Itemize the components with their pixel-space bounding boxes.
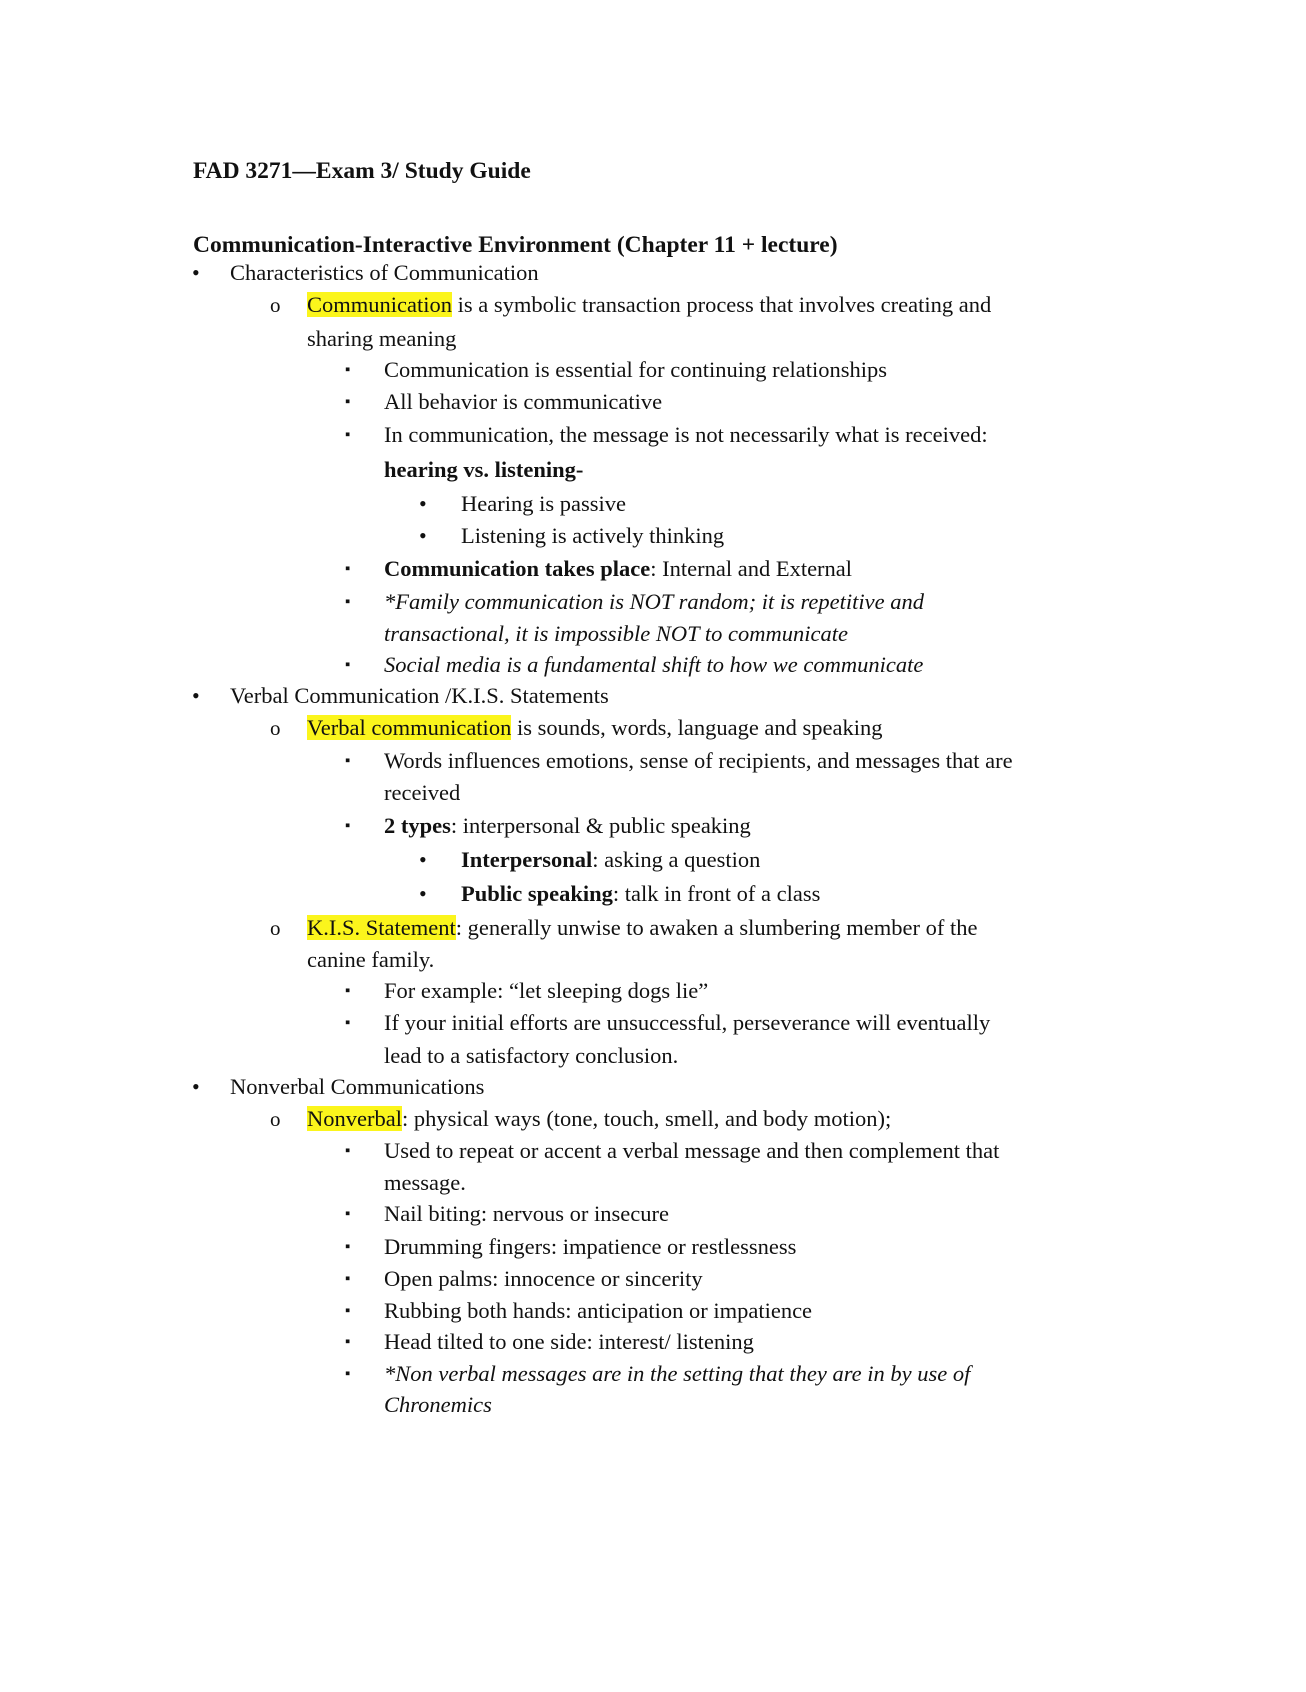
point-behavior: All behavior is communicative (384, 389, 663, 414)
point-efforts-continuation: lead to a satisfactory conclusion. (384, 1043, 679, 1068)
point-text: : Internal and External (650, 556, 853, 581)
bullet-marker: • (192, 260, 200, 285)
point-example: For example: “let sleeping dogs lie” (384, 978, 709, 1003)
topic-characteristics: Characteristics of Communication (230, 260, 539, 285)
topic-nonverbal: Nonverbal Communications (230, 1074, 485, 1099)
point-public-speaking (461, 879, 820, 909)
square-bullet-marker: ▪ (345, 594, 351, 610)
square-bullet-marker: ▪ (345, 753, 351, 769)
definition-continuation: sharing meaning (307, 326, 457, 351)
document-title: FAD 3271—Exam 3/ Study Guide (193, 158, 531, 184)
bold-text: hearing vs. listening- (384, 457, 584, 482)
bold-label: Communication takes place (384, 556, 651, 581)
square-bullet-marker: ▪ (345, 1334, 351, 1350)
bullet-marker: • (192, 1074, 200, 1099)
point-head-tilted: Head tilted to one side: interest/ listening (384, 1329, 754, 1354)
italic-text: transactional, it is impossible NOT to communicate (384, 621, 848, 646)
square-bullet-marker: ▪ (345, 561, 351, 577)
point-interpersonal (461, 845, 760, 875)
point-types (384, 811, 751, 841)
point-message: In communication, the message is not necessarily what is received: (384, 422, 988, 447)
square-bullet-marker: ▪ (345, 983, 351, 999)
round-bullet-marker: • (419, 881, 427, 906)
round-bullet-marker: • (419, 491, 427, 516)
sub-bullet-marker: o (270, 1107, 281, 1131)
highlighted-term: Verbal communication (307, 715, 512, 740)
bold-label: Interpersonal (461, 847, 593, 872)
square-bullet-marker: ▪ (345, 1143, 351, 1159)
italic-text: *Non verbal messages are in the setting that they are in by use of (384, 1361, 971, 1386)
sub-bullet-marker: o (270, 916, 281, 940)
square-bullet-marker: ▪ (345, 394, 351, 410)
square-bullet-marker: ▪ (345, 1239, 351, 1255)
point-repeat-continuation: message. (384, 1170, 466, 1195)
definition-continuation: canine family. (307, 947, 435, 972)
bold-label: Public speaking (461, 881, 613, 906)
point-repeat: Used to repeat or accent a verbal message and then complement that (384, 1138, 1000, 1163)
square-bullet-marker: ▪ (345, 1303, 351, 1319)
point-drumming: Drumming fingers: impatience or restlessness (384, 1234, 797, 1259)
point-rubbing-hands: Rubbing both hands: anticipation or impatience (384, 1298, 813, 1323)
definition-verbal (307, 713, 883, 743)
square-bullet-marker: ▪ (345, 1271, 351, 1287)
definition-text: is sounds, words, language and speaking (511, 715, 883, 740)
round-bullet-marker: • (419, 847, 427, 872)
point-hearing: Hearing is passive (461, 491, 626, 516)
point-text: : interpersonal & public speaking (450, 813, 751, 838)
definition-text: : generally unwise to awaken a slumbering member of the (455, 915, 978, 940)
point-family (384, 587, 924, 617)
point-efforts: If your initial efforts are unsuccessful, perseverance will eventually (384, 1010, 991, 1035)
point-nail-biting: Nail biting: nervous or insecure (384, 1201, 669, 1226)
round-bullet-marker: • (419, 523, 427, 548)
highlighted-term: K.I.S. Statement (307, 915, 456, 940)
square-bullet-marker: ▪ (345, 362, 351, 378)
point-setting-continuation (384, 1390, 492, 1420)
point-words: Words influences emotions, sense of recipients, and messages that are (384, 748, 1013, 773)
square-bullet-marker: ▪ (345, 1366, 351, 1382)
point-setting (384, 1359, 970, 1389)
point-text: : talk in front of a class (612, 881, 821, 906)
italic-text: *Family communication is NOT random; it is repetitive and (384, 589, 924, 614)
definition-nonverbal (307, 1104, 891, 1134)
point-social-media (384, 650, 923, 680)
definition-communication (307, 290, 991, 320)
point-words-continuation: received (384, 780, 461, 805)
point-message-continuation (384, 455, 583, 485)
italic-text: Social media is a fundamental shift to how we communicate (384, 652, 924, 677)
definition-text: : physical ways (tone, touch, smell, and body motion); (401, 1106, 892, 1131)
square-bullet-marker: ▪ (345, 427, 351, 443)
topic-verbal: Verbal Communication /K.I.S. Statements (230, 683, 609, 708)
point-listening: Listening is actively thinking (461, 523, 725, 548)
definition-text: is a symbolic transaction process that involves creating and (452, 292, 992, 317)
sub-bullet-marker: o (270, 716, 281, 740)
highlighted-term: Communication (307, 292, 452, 317)
section-heading: Communication-Interactive Environment (Chapter 11 + lecture) (193, 232, 838, 258)
bold-label: 2 types (384, 813, 451, 838)
bullet-marker: • (192, 683, 200, 708)
definition-kis (307, 913, 977, 943)
sub-bullet-marker: o (270, 293, 281, 317)
italic-text: Chronemics (384, 1392, 492, 1417)
square-bullet-marker: ▪ (345, 1206, 351, 1222)
square-bullet-marker: ▪ (345, 657, 351, 673)
highlighted-term: Nonverbal (307, 1106, 402, 1131)
point-family-continuation (384, 619, 848, 649)
point-essential: Communication is essential for continuing relationships (384, 357, 888, 382)
point-text: : asking a question (592, 847, 761, 872)
point-open-palms: Open palms: innocence or sincerity (384, 1266, 703, 1291)
point-takes-place (384, 554, 852, 584)
square-bullet-marker: ▪ (345, 1015, 351, 1031)
square-bullet-marker: ▪ (345, 818, 351, 834)
